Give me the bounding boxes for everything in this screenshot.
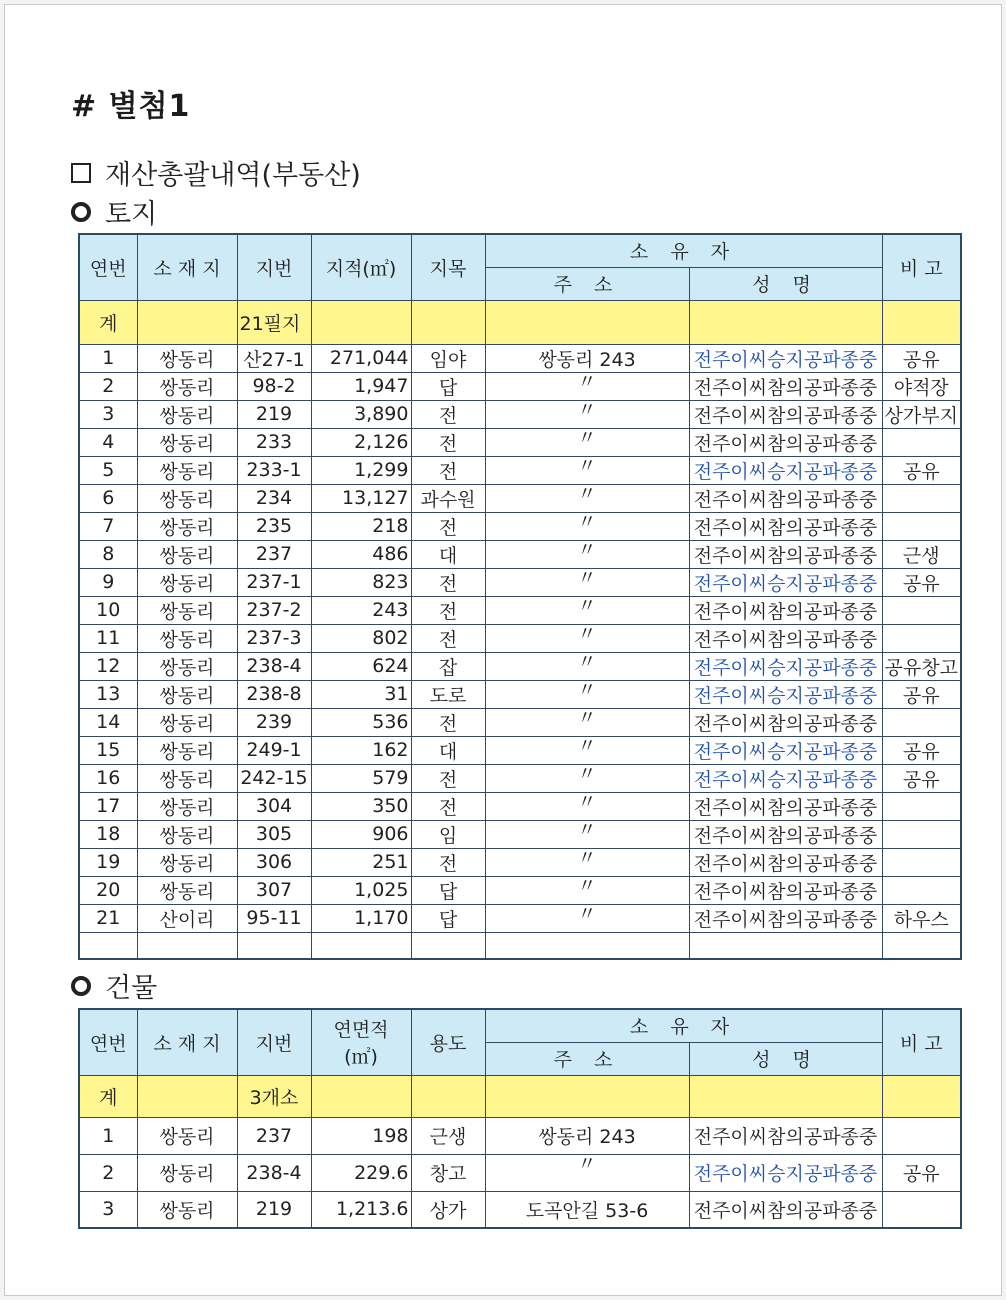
cell-remark [882,484,961,512]
land-row [79,456,961,484]
cell-no: 9 [79,568,137,596]
cell-no: 1 [79,1117,137,1154]
building-table-body [79,1075,961,1228]
cell-lot: 237 [237,1117,311,1154]
building-row [79,1154,961,1191]
cell-lot: 304 [237,792,311,820]
cell-remark [882,512,961,540]
cell-location: 쌍동리 [137,652,237,680]
total-empty [485,1075,689,1117]
cell-location: 쌍동리 [137,1117,237,1154]
cell-land-type: 과수원 [411,484,485,512]
cell-location: 쌍동리 [137,708,237,736]
cell-no: 16 [79,764,137,792]
cell-owner: 전주이씨승지공파종중 [689,344,882,372]
cell-area: 218 [311,512,411,540]
cell-land-type: 도로 [411,680,485,708]
cell-address: 〃 [485,624,689,652]
cell-location: 쌍동리 [137,512,237,540]
cell-no: 21 [79,904,137,932]
cell-no: 6 [79,484,137,512]
cell-location: 쌍동리 [137,792,237,820]
cell-remark [882,624,961,652]
cell-lot: 238-8 [237,680,311,708]
total-label: 계 [79,300,137,344]
cell-land-type: 전 [411,400,485,428]
section-heading [71,153,361,192]
cell-empty [882,932,961,959]
cell-no: 13 [79,680,137,708]
cell-no: 18 [79,820,137,848]
cell-no: 4 [79,428,137,456]
cell-area: 536 [311,708,411,736]
cell-location: 쌍동리 [137,596,237,624]
cell-address: 〃 [485,512,689,540]
header-area [311,1009,411,1075]
land-row [79,764,961,792]
cell-lot: 305 [237,820,311,848]
land-row [79,568,961,596]
cell-lot: 307 [237,876,311,904]
building-table [78,1008,962,1229]
total-empty [689,1075,882,1117]
cell-location: 쌍동리 [137,428,237,456]
cell-no: 8 [79,540,137,568]
land-row [79,792,961,820]
cell-area: 1,947 [311,372,411,400]
cell-area: 486 [311,540,411,568]
circle-outline-icon [71,202,91,222]
total-lot-count: 3개소 [237,1075,311,1117]
cell-area: 2,126 [311,428,411,456]
cell-owner: 전주이씨참의공파종중 [689,848,882,876]
cell-land-type: 전 [411,708,485,736]
cell-area: 251 [311,848,411,876]
total-empty [689,300,882,344]
cell-land-type: 전 [411,428,485,456]
header-area-line2: (㎡) [344,1046,378,1069]
cell-owner: 전주이씨참의공파종중 [689,904,882,932]
cell-lot: 242-15 [237,764,311,792]
cell-address: 〃 [485,876,689,904]
total-empty [411,1075,485,1117]
header-location: 소 재 지 [137,234,237,300]
cell-area: 243 [311,596,411,624]
header-remark: 비 고 [882,1009,961,1075]
header-owner-group: 소 유 자 [485,234,882,267]
cell-remark [882,596,961,624]
cell-owner: 전주이씨참의공파종중 [689,876,882,904]
document-page [4,4,1002,1296]
cell-remark: 공유 [882,344,961,372]
cell-owner: 전주이씨참의공파종중 [689,1117,882,1154]
cell-lot: 237-3 [237,624,311,652]
cell-location: 쌍동리 [137,540,237,568]
cell-address: 〃 [485,596,689,624]
cell-remark [882,820,961,848]
header-address: 주 소 [485,1042,689,1075]
cell-address: 〃 [485,372,689,400]
cell-remark: 공유 [882,568,961,596]
cell-area: 1,170 [311,904,411,932]
cell-owner: 전주이씨참의공파종중 [689,708,882,736]
cell-location: 산이리 [137,904,237,932]
total-empty [137,1075,237,1117]
cell-owner: 전주이씨승지공파종중 [689,1154,882,1191]
cell-area: 1,299 [311,456,411,484]
cell-lot: 219 [237,400,311,428]
cell-use: 상가 [411,1191,485,1228]
header-no: 연번 [79,234,137,300]
cell-no: 14 [79,708,137,736]
cell-lot: 219 [237,1191,311,1228]
total-empty [882,1075,961,1117]
land-heading [71,192,157,231]
cell-owner: 전주이씨승지공파종중 [689,736,882,764]
cell-owner: 전주이씨참의공파종중 [689,624,882,652]
cell-remark: 하우스 [882,904,961,932]
cell-remark [882,428,961,456]
cell-remark [882,876,961,904]
cell-address: 〃 [485,456,689,484]
cell-no: 1 [79,344,137,372]
cell-lot: 234 [237,484,311,512]
cell-remark: 공유창고 [882,652,961,680]
cell-no: 3 [79,1191,137,1228]
land-row [79,484,961,512]
cell-lot: 238-4 [237,1154,311,1191]
cell-location: 쌍동리 [137,1154,237,1191]
cell-land-type: 전 [411,848,485,876]
cell-address: 쌍동리 243 [485,344,689,372]
cell-lot: 산27-1 [237,344,311,372]
land-row [79,904,961,932]
land-row [79,596,961,624]
cell-lot: 235 [237,512,311,540]
cell-empty [689,932,882,959]
header-address: 주 소 [485,267,689,300]
total-lot-count: 21필지 [237,300,311,344]
attachment-title: # 별첨1 [71,89,191,124]
cell-owner: 전주이씨승지공파종중 [689,568,882,596]
header-area: 지적(㎡) [311,234,411,300]
cell-remark: 상가부지 [882,400,961,428]
cell-location: 쌍동리 [137,456,237,484]
cell-owner: 전주이씨참의공파종중 [689,400,882,428]
cell-location: 쌍동리 [137,344,237,372]
cell-location: 쌍동리 [137,484,237,512]
land-row [79,652,961,680]
total-empty [137,300,237,344]
cell-land-type: 잡 [411,652,485,680]
cell-use: 창고 [411,1154,485,1191]
cell-address: 〃 [485,1154,689,1191]
cell-location: 쌍동리 [137,1191,237,1228]
cell-empty [137,932,237,959]
cell-land-type: 전 [411,568,485,596]
cell-remark: 공유 [882,456,961,484]
cell-owner: 전주이씨참의공파종중 [689,1191,882,1228]
cell-area: 1,025 [311,876,411,904]
cell-owner: 전주이씨참의공파종중 [689,484,882,512]
cell-area: 198 [311,1117,411,1154]
cell-land-type: 전 [411,624,485,652]
cell-address: 〃 [485,736,689,764]
cell-location: 쌍동리 [137,372,237,400]
total-empty [485,300,689,344]
cell-address: 〃 [485,568,689,596]
cell-no: 20 [79,876,137,904]
land-row [79,848,961,876]
cell-owner: 전주이씨참의공파종중 [689,512,882,540]
header-name: 성 명 [689,1042,882,1075]
cell-owner: 전주이씨참의공파종중 [689,820,882,848]
cell-area: 802 [311,624,411,652]
cell-address: 〃 [485,848,689,876]
cell-remark [882,1117,961,1154]
cell-address: 〃 [485,904,689,932]
cell-location: 쌍동리 [137,848,237,876]
land-row [79,624,961,652]
cell-land-type: 전 [411,512,485,540]
total-empty [311,300,411,344]
header-no: 연번 [79,1009,137,1075]
cell-area: 3,890 [311,400,411,428]
cell-owner: 전주이씨승지공파종중 [689,456,882,484]
cell-address: 〃 [485,792,689,820]
cell-empty [311,932,411,959]
cell-lot: 233 [237,428,311,456]
cell-location: 쌍동리 [137,764,237,792]
cell-remark: 공유 [882,1154,961,1191]
cell-address: 〃 [485,540,689,568]
cell-area: 229.6 [311,1154,411,1191]
cell-remark [882,848,961,876]
cell-owner: 전주이씨승지공파종중 [689,680,882,708]
cell-no: 2 [79,372,137,400]
total-label: 계 [79,1075,137,1117]
cell-area: 271,044 [311,344,411,372]
cell-owner: 전주이씨참의공파종중 [689,596,882,624]
cell-lot: 233-1 [237,456,311,484]
header-remark: 비 고 [882,234,961,300]
cell-empty [237,932,311,959]
cell-location: 쌍동리 [137,568,237,596]
cell-no: 5 [79,456,137,484]
cell-owner: 전주이씨승지공파종중 [689,652,882,680]
cell-area: 13,127 [311,484,411,512]
square-outline-icon [71,163,91,183]
cell-address: 도곡안길 53-6 [485,1191,689,1228]
land-row [79,708,961,736]
cell-land-type: 답 [411,876,485,904]
cell-land-type: 전 [411,596,485,624]
cell-remark [882,792,961,820]
cell-area: 350 [311,792,411,820]
header-land-type: 지목 [411,234,485,300]
cell-no: 3 [79,400,137,428]
cell-no: 17 [79,792,137,820]
cell-empty [485,932,689,959]
cell-lot: 249-1 [237,736,311,764]
cell-area: 31 [311,680,411,708]
land-table-body [79,300,961,959]
cell-no: 19 [79,848,137,876]
cell-lot: 95-11 [237,904,311,932]
land-row [79,736,961,764]
cell-owner: 전주이씨참의공파종중 [689,540,882,568]
cell-location: 쌍동리 [137,624,237,652]
cell-land-type: 답 [411,372,485,400]
cell-lot: 237 [237,540,311,568]
header-name: 성 명 [689,267,882,300]
cell-lot: 239 [237,708,311,736]
cell-lot: 306 [237,848,311,876]
cell-area: 906 [311,820,411,848]
cell-lot: 237-1 [237,568,311,596]
cell-land-type: 대 [411,540,485,568]
land-table [78,233,962,960]
cell-address: 〃 [485,652,689,680]
cell-remark: 야적장 [882,372,961,400]
header-use: 용도 [411,1009,485,1075]
cell-use: 근생 [411,1117,485,1154]
cell-no: 12 [79,652,137,680]
cell-owner: 전주이씨참의공파종중 [689,792,882,820]
cell-location: 쌍동리 [137,876,237,904]
header-area-line1: 연면적 [333,1019,389,1042]
building-heading [71,966,157,1005]
cell-no: 7 [79,512,137,540]
cell-empty [79,932,137,959]
header-location: 소 재 지 [137,1009,237,1075]
cell-remark: 공유 [882,764,961,792]
land-row [79,372,961,400]
total-empty [882,300,961,344]
cell-remark: 공유 [882,680,961,708]
cell-address: 〃 [485,428,689,456]
land-row [79,344,961,372]
circle-outline-icon [71,976,91,996]
cell-owner: 전주이씨참의공파종중 [689,428,882,456]
cell-location: 쌍동리 [137,400,237,428]
cell-location: 쌍동리 [137,680,237,708]
building-heading-label: 건물 [105,973,158,1004]
land-row [79,428,961,456]
land-total-row [79,300,961,344]
cell-address: 〃 [485,680,689,708]
cell-land-type: 전 [411,456,485,484]
section-title: 재산총괄내역(부동산) [105,160,361,191]
total-empty [411,300,485,344]
header-owner-group: 소 유 자 [485,1009,882,1042]
cell-remark: 근생 [882,540,961,568]
cell-owner: 전주이씨참의공파종중 [689,372,882,400]
land-row [79,876,961,904]
cell-address: 〃 [485,708,689,736]
cell-land-type: 전 [411,792,485,820]
cell-area: 579 [311,764,411,792]
cell-location: 쌍동리 [137,736,237,764]
cell-area: 823 [311,568,411,596]
cell-area: 1,213.6 [311,1191,411,1228]
cell-land-type: 대 [411,736,485,764]
land-row [79,540,961,568]
land-row [79,820,961,848]
building-total-row [79,1075,961,1117]
cell-land-type: 임 [411,820,485,848]
cell-land-type: 전 [411,764,485,792]
cell-no: 15 [79,736,137,764]
cell-address: 〃 [485,820,689,848]
cell-address: 〃 [485,484,689,512]
cell-remark [882,708,961,736]
cell-no: 11 [79,624,137,652]
cell-area: 624 [311,652,411,680]
cell-no: 2 [79,1154,137,1191]
cell-land-type: 임야 [411,344,485,372]
cell-owner: 전주이씨승지공파종중 [689,764,882,792]
cell-empty [411,932,485,959]
land-empty-row [79,932,961,959]
cell-lot: 98-2 [237,372,311,400]
land-row [79,400,961,428]
cell-lot: 237-2 [237,596,311,624]
cell-land-type: 답 [411,904,485,932]
total-empty [311,1075,411,1117]
cell-lot: 238-4 [237,652,311,680]
cell-remark [882,1191,961,1228]
land-row [79,512,961,540]
cell-address: 쌍동리 243 [485,1117,689,1154]
cell-area: 162 [311,736,411,764]
land-row [79,680,961,708]
header-lot: 지번 [237,234,311,300]
cell-remark: 공유 [882,736,961,764]
cell-no: 10 [79,596,137,624]
building-row [79,1191,961,1228]
header-lot: 지번 [237,1009,311,1075]
land-heading-label: 토지 [105,199,158,230]
building-row [79,1117,961,1154]
cell-address: 〃 [485,400,689,428]
cell-address: 〃 [485,764,689,792]
cell-location: 쌍동리 [137,820,237,848]
